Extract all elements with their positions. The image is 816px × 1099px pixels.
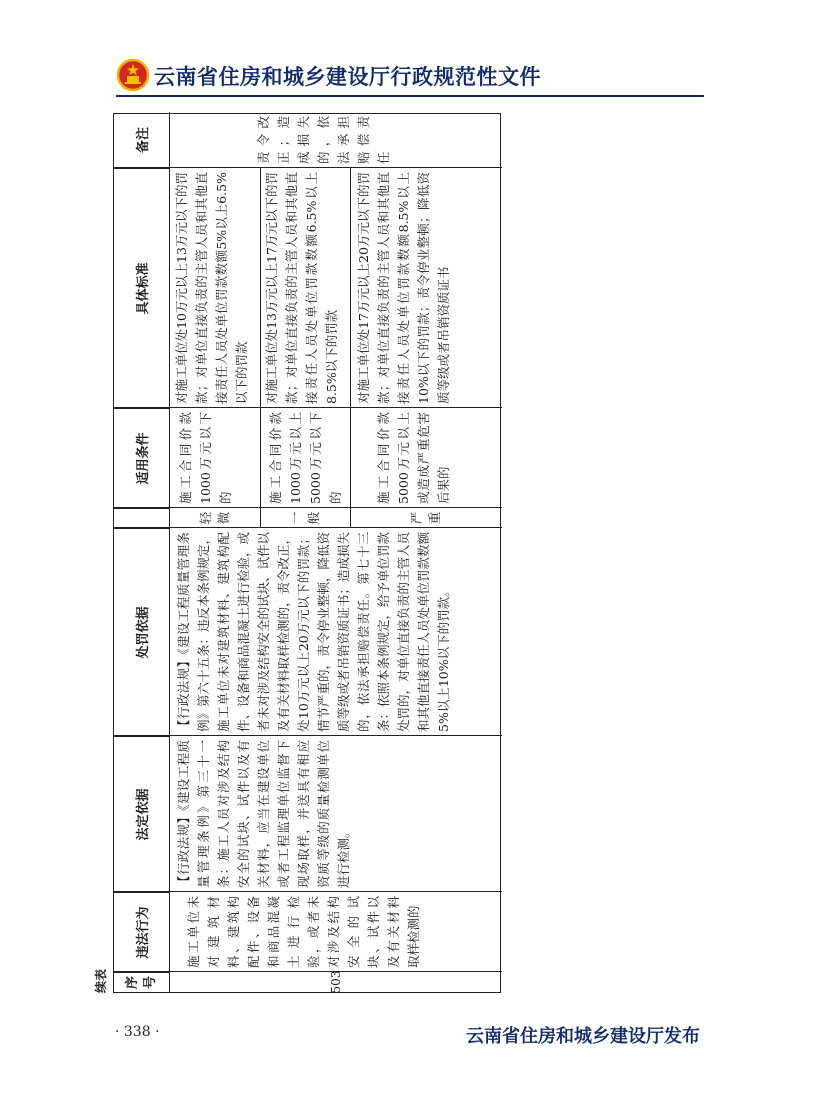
national-emblem-icon <box>116 58 150 92</box>
condition-minor: 施工合同价款1000万元以下的 <box>178 412 233 504</box>
level-minor: 轻微 <box>198 511 231 525</box>
row-number: 503 <box>329 970 343 994</box>
header-divider <box>116 95 704 97</box>
page-number: · 338 · <box>115 1024 160 1040</box>
legal-basis-text: 【行政法规】《建设工程质量管理条例》第三十一条：施工人员对涉及结构安全的试块、试件以及有关材料，应当在建设单位或者工程监理单位监督下现场取样，并送具有相应资质等级的质量检测单位进行检测。 <box>176 740 351 888</box>
penalty-table <box>113 113 501 993</box>
penalty-basis-text: 【行政法规】《建设工程质量管理条例》第六十五条：违反本条例规定，施工单位未对建筑材料、建筑构配件、设备和商品混凝土进行检验，或者未对涉及结构安全的试块、试件以及有关材料取样检测的，责令改正，处10万元以上20万元以下的罚款；情节严重的，责令停业整顿，降低资质等级或者吊销资质证书；造成损失的，依法承担赔偿责任。第七十三条：依照本条例规定，给予单位罚款处罚的，对单位直接负责的主管人员和其他直接责任人员处单位罚款数额5%以上10%以下的罚款。 <box>176 531 451 732</box>
header-note: 备注 <box>114 112 170 168</box>
condition-general: 施工合同价款1000万元以上5000万元以下的 <box>268 412 343 504</box>
standard-severe: 对施工单位处17万元以上20万元以下的罚款；对单位直接负责的主管人员和其他直接责任人员处单位罚款数额8.5%以上10%以下的罚款；责令停业整顿；降低资质等级或者吊销资质证书 <box>356 172 451 404</box>
standard-general: 对施工单位处13万元以上17万元以下的罚款；对单位直接负责的主管人员和其他直接责任人员处单位罚款数额6.5%以上8.5%以下的罚款 <box>264 172 339 404</box>
condition-severe: 施工合同价款5000万元以上或造成严重危害后果的 <box>376 412 451 504</box>
header-standard: 具体标准 <box>114 168 170 408</box>
header-act: 违法行为 <box>114 892 170 972</box>
header-no: 序号 <box>114 972 170 992</box>
violation-text: 施工单位未对建筑材料、建筑构配件、设备和商品混凝土进行检验，或者未对涉及结构安全的试块、试件以及有关材料取样检测的 <box>186 896 421 968</box>
publisher: 云南省住房和城乡建设厅发布 <box>466 1026 700 1047</box>
header-penalty: 处罚依据 <box>114 528 170 736</box>
level-general: 一般 <box>288 511 321 525</box>
header-title: 云南省住房和城乡建设厅行政规范性文件 <box>154 65 541 89</box>
rotated-table-page <box>94 113 501 994</box>
level-severe: 严重 <box>409 511 442 525</box>
continued-label: 续表 <box>94 968 108 993</box>
note-text: 责令改正；造成损失的，依法承担赔偿责任 <box>256 114 391 164</box>
header-level <box>114 508 170 528</box>
header-condition: 适用条件 <box>114 408 170 508</box>
document-header <box>116 58 756 94</box>
standard-minor: 对施工单位处10万元以上13万元以下的罚款；对单位直接负责的主管人员和其他直接责任人员处单位罚款数额5%以上6.5%以下的罚款 <box>174 172 249 404</box>
header-basis: 法定依据 <box>114 736 170 892</box>
